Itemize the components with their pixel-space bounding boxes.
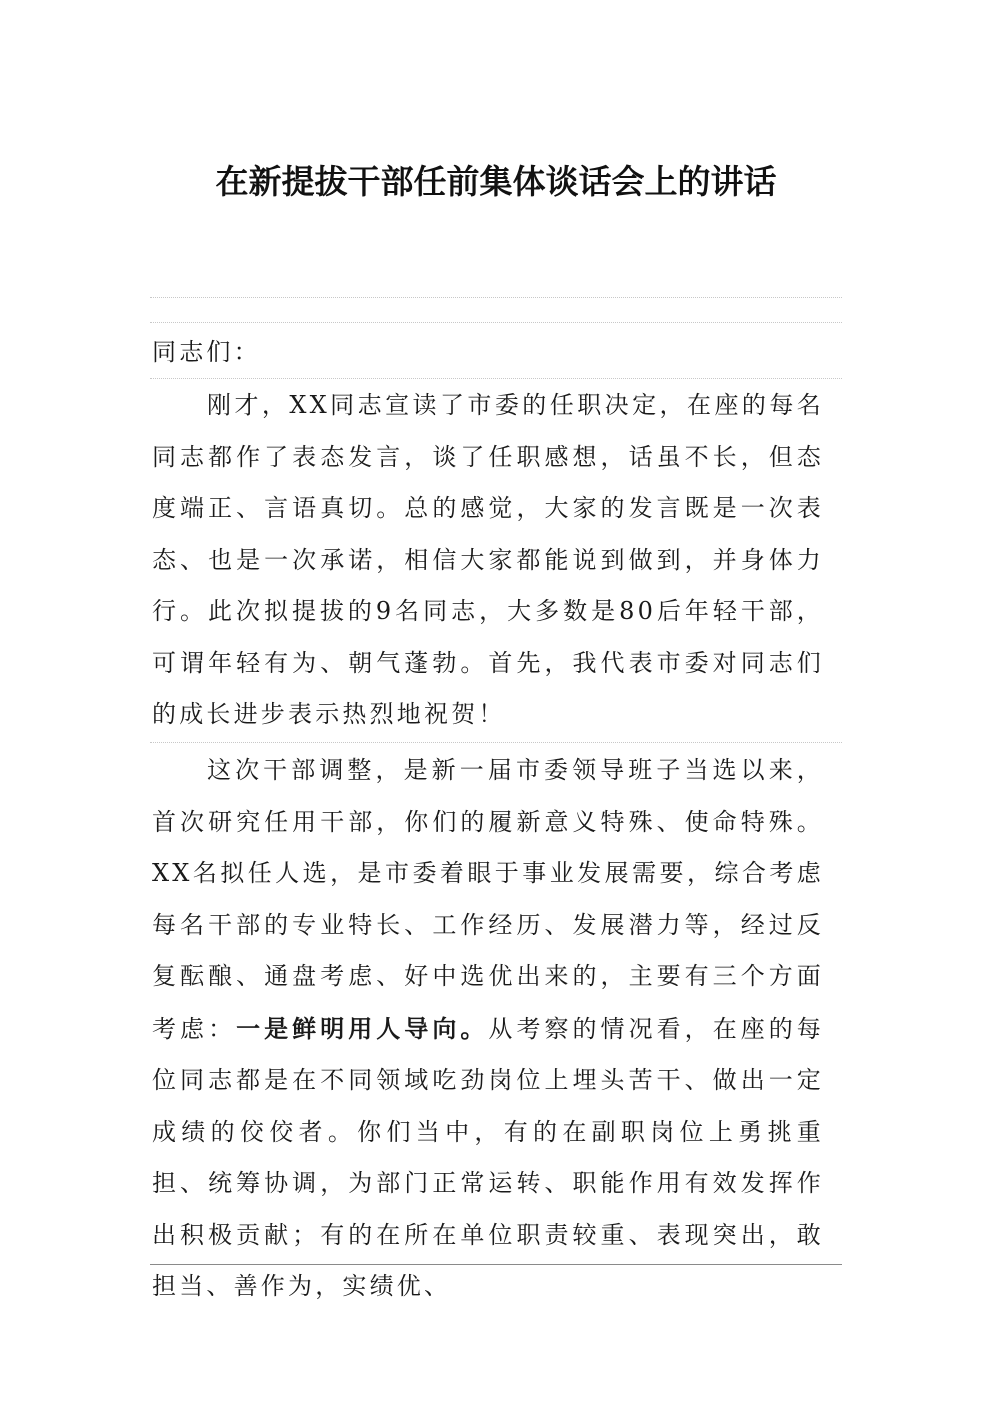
divider-line (150, 322, 842, 323)
paragraph-1 (152, 380, 824, 741)
divider-line (150, 297, 842, 298)
page-bottom-line (150, 1264, 842, 1265)
divider-line (150, 378, 842, 379)
greeting (152, 327, 824, 379)
divider-line (150, 742, 842, 743)
paragraph-1-text: 刚才，XX同志宣读了市委的任职决定，在座的每名同志都作了表态发言，谈了任职感想，话虽不长，但态度端正、言语真切。总的感觉，大家的发言既是一次表态、也是一次承诺，相信大家都能说到做到，并身体力行。此次拟提拔的9名同志，大多数是80后年轻干部，可谓年轻有为、朝气蓬勃。首先，我代表市委对同志们的成长进步表示热烈地祝贺！ (152, 391, 824, 728)
paragraph-2-lead: 这次干部调整，是新一届市委领导班子当选以来，首次研究任用干部，你们的履新意义特殊、使命特殊。XX名拟任人选，是市委着眼于事业发展需要，综合考虑每名干部的专业特长、工作经历、发展潜力等，经过反复酝酿、通盘考虑、好中选优出来的，主要有三个方面考虑： (152, 756, 824, 1043)
document-title: 在新提拔干部任前集体谈话会上的讲话 (215, 162, 777, 201)
paragraph-2-emphasis: 一是鲜明用人导向。 (236, 1013, 489, 1043)
paragraph-2-rest: 从考察的情况看，在座的每位同志都是在不同领域吃劲岗位上埋头苦干、做出一定成绩的佼佼者。你们当中，有的在副职岗位上勇挑重担、统筹协调，为部门正常运转、职能作用有效发挥作出积极贡献；有的在所在单位职责较重、表现突出，敢担当、善作为，实绩优、 (152, 1014, 824, 1300)
greeting-text: 同志们： (152, 338, 261, 366)
paragraph-2-text (152, 745, 824, 1313)
paragraph-2 (152, 745, 824, 1313)
